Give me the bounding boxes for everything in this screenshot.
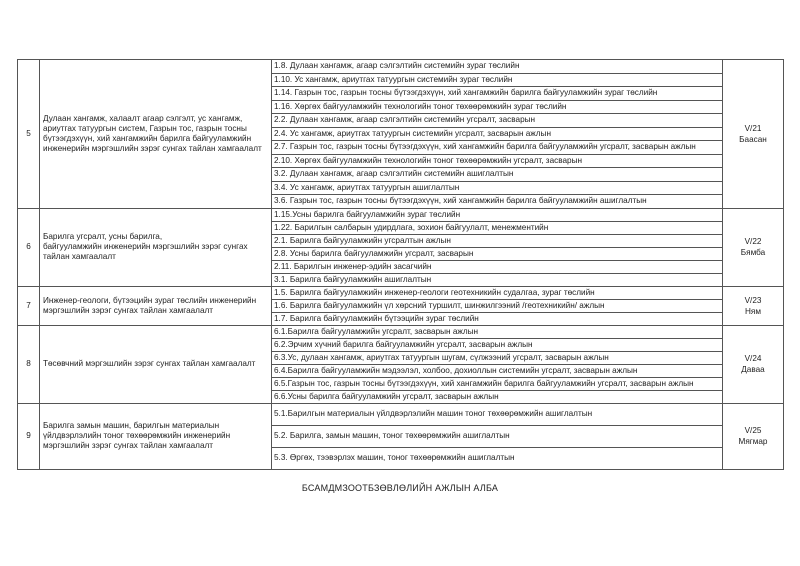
qualification-title <box>40 60 272 209</box>
title-line: мэргэшлийн зэрэг сунгах тайлан хамгаалалт <box>43 441 214 450</box>
subject-cell: 5.2. Барилга, замын машин, тоног төхөөрөмжийн ашиглалтын <box>272 425 723 447</box>
table-row <box>18 286 784 299</box>
weekday-label: Даваа <box>741 365 765 374</box>
row-number: 6 <box>18 208 40 286</box>
table-row <box>18 403 784 425</box>
title-line: Барилга замын машин, барилгын материалын <box>43 421 220 430</box>
date-cell <box>723 208 784 286</box>
subject-cell: 3.2. Дулаан хангамж, агаар сэлгэлтийн системийн ашиглалтын <box>272 168 723 182</box>
subject-cell: 1.5. Барилга байгууламжийн инженер-геологи геотехникийн судалгаа, зураг төслийн <box>272 286 723 299</box>
qualification-title <box>40 208 272 286</box>
subject-cell: 6.4.Барилга байгууламжийн мэдээлэл, холбоо, дохиоллын системийн угсралт, засварын ажлын <box>272 364 723 377</box>
subject-cell: 6.6.Усны барилга байгууламжийн угсралт, засварын ажлын <box>272 390 723 403</box>
subject-cell: 6.1.Барилга байгууламжийн угсралт, засварын ажлын <box>272 325 723 338</box>
row-number: 5 <box>18 60 40 209</box>
row-number: 9 <box>18 403 40 469</box>
date-label: V/21 <box>744 123 762 133</box>
subject-cell: 2.2. Дулаан хангамж, агаар сэлгэлтийн системийн угсралт, засварын <box>272 114 723 128</box>
subject-cell: 2.10. Хөргөх байгууламжийн технологийн тоног төхөөрөмжийн угсралт, засварын <box>272 154 723 168</box>
subject-cell: 5.3. Өргөх, тээвэрлэх машин, тоног төхөөрөмжийн ашиглалтын <box>272 447 723 469</box>
title-line: инженерийн мэргэшлийн зэрэг сунгах тайлан хамгаалалт <box>43 143 262 153</box>
title-line: Барилга угсралт, усны барилга, <box>43 232 163 241</box>
subject-cell: 5.1.Барилгын материалын үйлдвэрлэлийн машин тоног төхөөрөмжийн ашиглалтын <box>272 403 723 425</box>
title-line: тайлан хамгаалалт <box>43 252 116 261</box>
subject-cell: 2.8. Усны барилга байгууламжийн угсралт, засварын <box>272 247 723 260</box>
date-label: V/22 <box>744 237 762 246</box>
subject-cell: 3.4. Ус хангамж, ариутгах татуургын ашиглалтын <box>272 181 723 195</box>
title-line: Төсөвчний мэргэшлийн зэрэг сунгах тайлан хамгаалалт <box>43 359 256 368</box>
date-cell <box>723 325 784 403</box>
title-line: бүтээгдэхүүн, хий хангамжийн барилга байгууламжийн <box>43 133 252 143</box>
row-number: 7 <box>18 286 40 325</box>
office-signature: БСАМДМЗООТБЗӨВЛӨЛИЙН АЖЛЫН АЛБА <box>301 483 499 493</box>
subject-cell: 1.14. Газрын тос, газрын тосны бүтээгдэхүүн, хий хангамжийн барилга байгууламжийн зураг төслийн <box>272 87 723 101</box>
weekday-label: Мягмар <box>738 437 768 446</box>
date-cell <box>723 60 784 209</box>
schedule-body <box>18 60 784 470</box>
subject-cell: 1.16. Хөргөх байгууламжийн технологийн тоног төхөөрөмжийн зураг төслийн <box>272 100 723 114</box>
row-number: 8 <box>18 325 40 403</box>
subject-cell: 6.2.Эрчим хүчний барилга байгууламжийн угсралт, засварын ажлын <box>272 338 723 351</box>
subject-cell: 3.1. Барилга байгууламжийн ашиглалтын <box>272 273 723 286</box>
date-cell <box>723 403 784 469</box>
date-cell <box>723 286 784 325</box>
title-line: байгууламжийн инженерийн мэргэшлийн зэрэг сунгах <box>43 242 248 251</box>
title-line: мэргэшлийн зэрэг сунгах тайлан хамгаалалт <box>43 305 214 315</box>
qualification-title <box>40 325 272 403</box>
weekday-label: Баасан <box>739 134 767 144</box>
subject-cell: 3.6. Газрын тос, газрын тосны бүтээгдэхүүн, хий хангамжийн барилга байгууламжийн ашиглалтын <box>272 195 723 209</box>
subject-cell: 2.7. Газрын тос, газрын тосны бүтээгдэхүүн, хий хангамжийн барилга байгууламжийн угсралт, засварын ажлын <box>272 141 723 155</box>
qualification-title <box>40 286 272 325</box>
weekday-label: Ням <box>745 306 761 316</box>
title-line: Дулаан хангамж, халаалт агаар сэлгэлт, ус хангамж, <box>43 113 243 123</box>
subject-cell: 1.15.Усны барилга байгууламжийн зураг төслийн <box>272 208 723 221</box>
subject-cell: 2.4. Ус хангамж, ариутгах татуургын системийн угсралт, засварын ажлын <box>272 127 723 141</box>
weekday-label: Бямба <box>740 248 766 257</box>
subject-cell: 1.22. Барилгын салбарын удирдлага, зохион байгуулалт, менежментийн <box>272 221 723 234</box>
schedule-table <box>17 59 784 470</box>
subject-cell: 1.10. Ус хангамж, ариутгах татуургын системийн зураг төслийн <box>272 73 723 87</box>
subject-cell: 2.11. Барилгын инженер-эдийн засагчийн <box>272 260 723 273</box>
title-line: ариутгах татуургын систем, Газрын тос, газрын тосны <box>43 123 247 133</box>
date-label: V/23 <box>744 295 762 305</box>
date-label: V/24 <box>744 354 762 363</box>
subject-cell: 6.3.Ус, дулаан хангамж, ариутгах татуургын шугам, сүлжээний угсралт, засварын ажлын <box>272 351 723 364</box>
subject-cell: 2.1. Барилга байгууламжийн угсралтын ажлын <box>272 234 723 247</box>
subject-cell: 6.5.Газрын тос, газрын тосны бүтээгдэхүүн, хий хангамжийн барилга байгууламжийн угсралт, засварын ажлын <box>272 377 723 390</box>
subject-cell: 1.6. Барилга байгууламжийн үл хөрсний туршилт, шинжилгээний /геотехникийн/ ажлын <box>272 299 723 312</box>
title-line: үйлдвэрлэлийн тоног төхөөрөмжийн инженерийн <box>43 431 231 440</box>
qualification-title <box>40 403 272 469</box>
table-row <box>18 208 784 221</box>
table-row <box>18 325 784 338</box>
subject-cell: 1.7. Барилга байгууламжийн бүтээцийн зураг төслийн <box>272 312 723 325</box>
table-row <box>18 60 784 74</box>
subject-cell: 1.8. Дулаан хангамж, агаар сэлгэлтийн системийн зураг төслийн <box>272 60 723 74</box>
title-line: Инженер-геологи, бүтээцийн зураг төслийн инженерийн <box>43 295 257 305</box>
date-label: V/25 <box>744 426 762 435</box>
